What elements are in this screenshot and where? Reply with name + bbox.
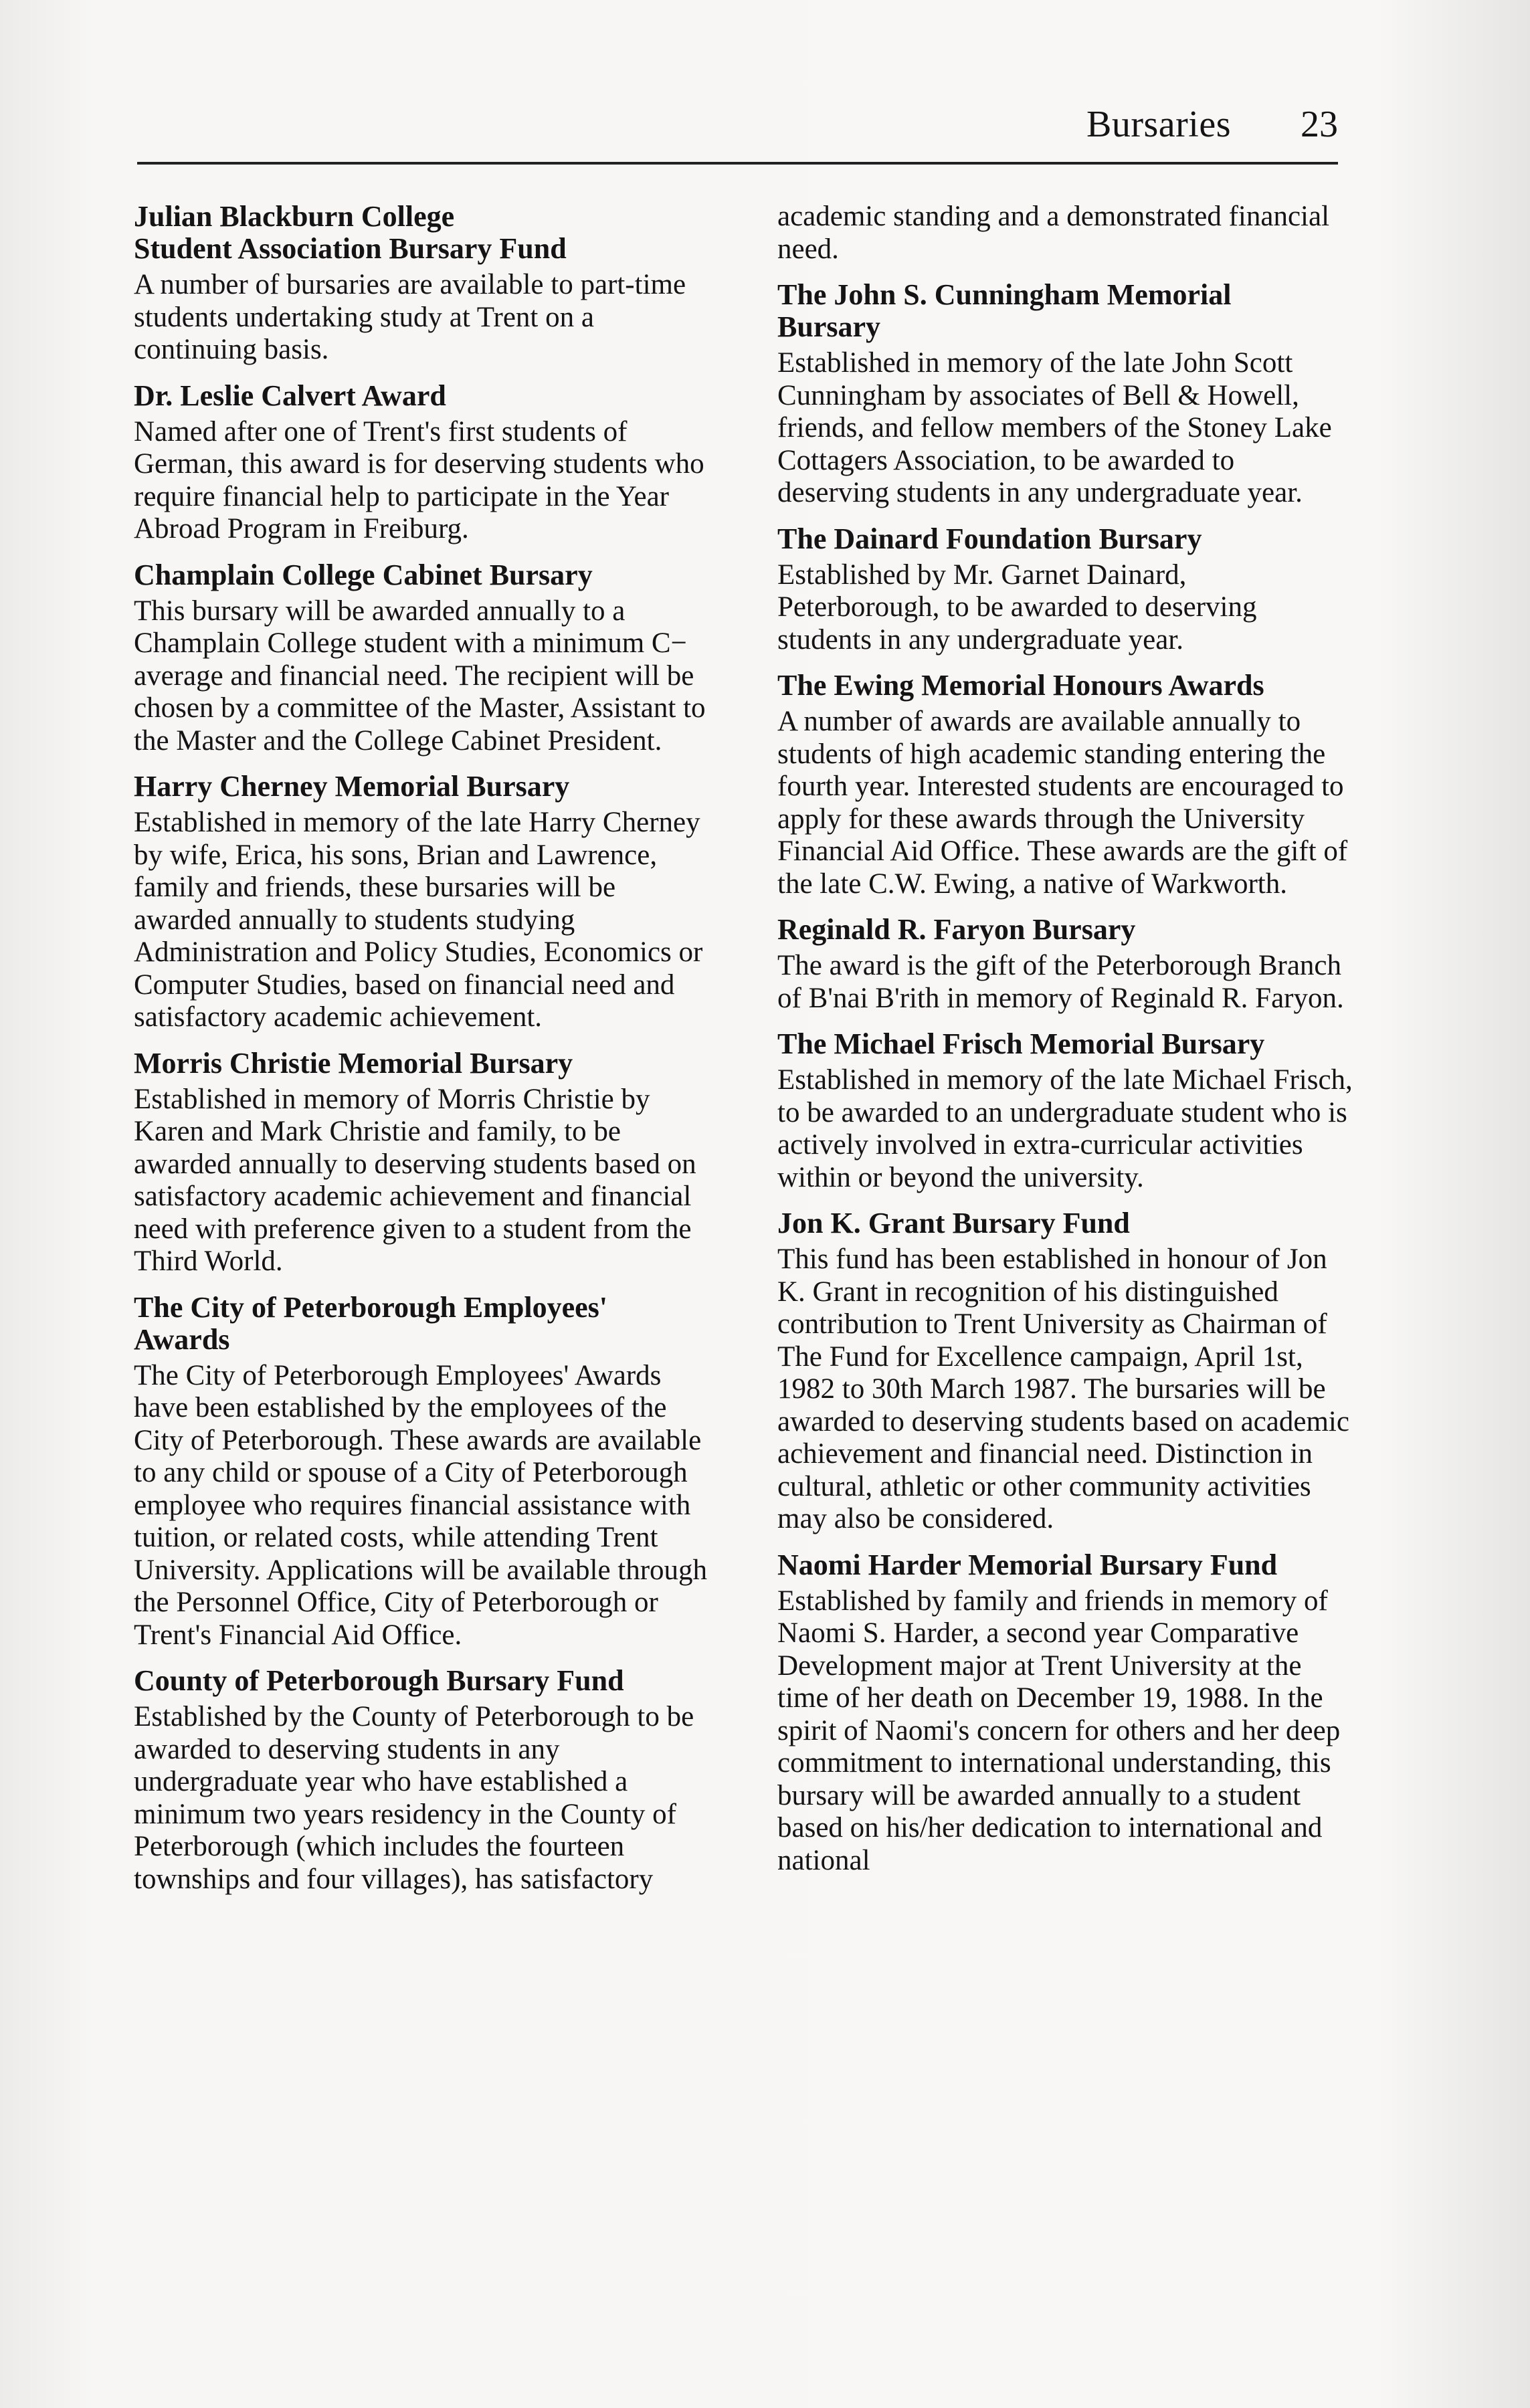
bursary-entry-continued	[777, 201, 1353, 266]
bursary-entry	[777, 523, 1353, 657]
bursary-title: Champlain College Cabinet Bursary	[134, 558, 593, 591]
bursary-entry	[777, 1028, 1353, 1194]
bursary-title: County of Peterborough Bursary Fund	[134, 1664, 624, 1697]
bursary-entry	[134, 1047, 709, 1278]
bursary-description: Established by the County of Peterborough to be awarded to deserving students in any undergraduate year who have established a minimum two years residency in the County of Peterborough (which includes the fourteen townships and four villages), has satisfactory	[134, 1701, 694, 1895]
bursary-description: Established in memory of the late John Scott Cunningham by associates of Bell & Howell, friends, and fellow members of the Stoney Lake Cottagers Association, to be awarded to deserving students in any undergraduate year.	[777, 347, 1332, 508]
left-column	[134, 201, 709, 1909]
bursary-title: Jon K. Grant Bursary Fund	[777, 1207, 1130, 1239]
bursary-description: Established by family and friends in memory of Naomi S. Harder, a second year Comparative Development major at Trent University at the time of her death on December 19, 1988. In the spirit of Naomi's concern for others and her deep commitment to international understanding, this bursary will be awarded annually to a student based on his/her dedication to international and national	[777, 1585, 1341, 1876]
bursary-description: Named after one of Trent's first students of German, this award is for deserving students who require financial help to participate in the Year Abroad Program in Freiburg.	[134, 415, 704, 544]
bursary-description: This bursary will be awarded annually to a Champlain College student with a minimum C− average and financial need. The recipient will be chosen by a committee of the Master, Assistant to the Master and the College Cabinet President.	[134, 595, 706, 757]
bursary-title: Morris Christie Memorial Bursary	[134, 1046, 573, 1080]
bursary-title: Dr. Leslie Calvert Award	[134, 379, 446, 412]
bursary-title: The City of Peterborough Employees' Awards	[134, 1290, 608, 1356]
bursary-title: The John S. Cunningham Memorial Bursary	[777, 278, 1232, 343]
bursary-description: This fund has been established in honour of Jon K. Grant in recognition of his distinguished contribution to Trent University as Chairman of The Fund for Excellence campaign, April 1st, 1982 to 30th March 1987. The bursaries will be awarded to deserving students based on academic achievement and financial need. Distinction in cultural, athletic or other community activities may also be considered.	[777, 1243, 1349, 1534]
bursary-description: A number of awards are available annually to students of high academic standing entering the fourth year. Interested students are encouraged to apply for these awards through the University Financial Aid Office. These awards are the gift of the late C.W. Ewing, a native of Warkworth.	[777, 706, 1348, 900]
bursary-title: The Dainard Foundation Bursary	[777, 522, 1202, 555]
bursary-description: Established by Mr. Garnet Dainard, Peterborough, to be awarded to deserving students in any undergraduate year.	[777, 559, 1257, 656]
bursary-description: A number of bursaries are available to part-time students undertaking study at Trent on a continuing basis.	[134, 269, 686, 365]
bursary-entry	[777, 1549, 1353, 1878]
bursary-description: Established in memory of the late Harry Cherney by wife, Erica, his sons, Brian and Lawrence, family and friends, these bursaries will be awarded annually to students studying Administration and Policy Studies, Economics or Computer Studies, based on financial need and satisfactory academic achievement.	[134, 807, 703, 1033]
bursary-entry	[134, 771, 709, 1034]
bursary-entry	[777, 914, 1353, 1015]
bursary-title: The Michael Frisch Memorial Bursary	[777, 1027, 1265, 1060]
section-title: Bursaries	[1086, 104, 1231, 145]
bursary-entry	[777, 1207, 1353, 1536]
bursary-title: Harry Cherney Memorial Bursary	[134, 770, 570, 803]
bursary-title: The Ewing Memorial Honours Awards	[777, 669, 1264, 702]
bursary-description: The City of Peterborough Employees' Awards have been established by the employees of the City of Peterborough. These awards are available to any child or spouse of a City of Peterborough employee who requires financial assistance with tuition, or related costs, while attending Trent University. Applications will be available through the Personnel Office, City of Peterborough or Trent's Financial Aid Office.	[134, 1359, 708, 1651]
page-header	[137, 100, 1338, 165]
bursary-description: Established in memory of Morris Christie by Karen and Mark Christie and family, to be awarded annually to deserving students based on satisfactory academic achievement and financial need with preference given to a student from the Third World.	[134, 1083, 696, 1277]
bursary-entry	[134, 201, 709, 367]
bursary-entry	[777, 670, 1353, 900]
page-number: 23	[1301, 104, 1338, 145]
bursary-title: Naomi Harder Memorial Bursary Fund	[777, 1548, 1278, 1581]
bursary-entry	[134, 559, 709, 758]
bursary-entry	[134, 1665, 709, 1896]
right-column	[777, 201, 1353, 1890]
bursary-description: Established in memory of the late Michael Frisch, to be awarded to an undergraduate student who is actively involved in extra-curricular activities within or beyond the university.	[777, 1064, 1353, 1193]
bursary-description: academic standing and a demonstrated financial need.	[777, 201, 1330, 265]
bursary-title: Julian Blackburn College Student Association Bursary Fund	[134, 200, 567, 265]
bursary-entry	[134, 380, 709, 546]
bursary-description: The award is the gift of the Peterborough Branch of B'nai B'rith in memory of Reginald R. Faryon.	[777, 950, 1344, 1014]
bursary-entry	[777, 279, 1353, 510]
bursary-title: Reginald R. Faryon Bursary	[777, 913, 1136, 946]
bursary-entry	[134, 1292, 709, 1652]
